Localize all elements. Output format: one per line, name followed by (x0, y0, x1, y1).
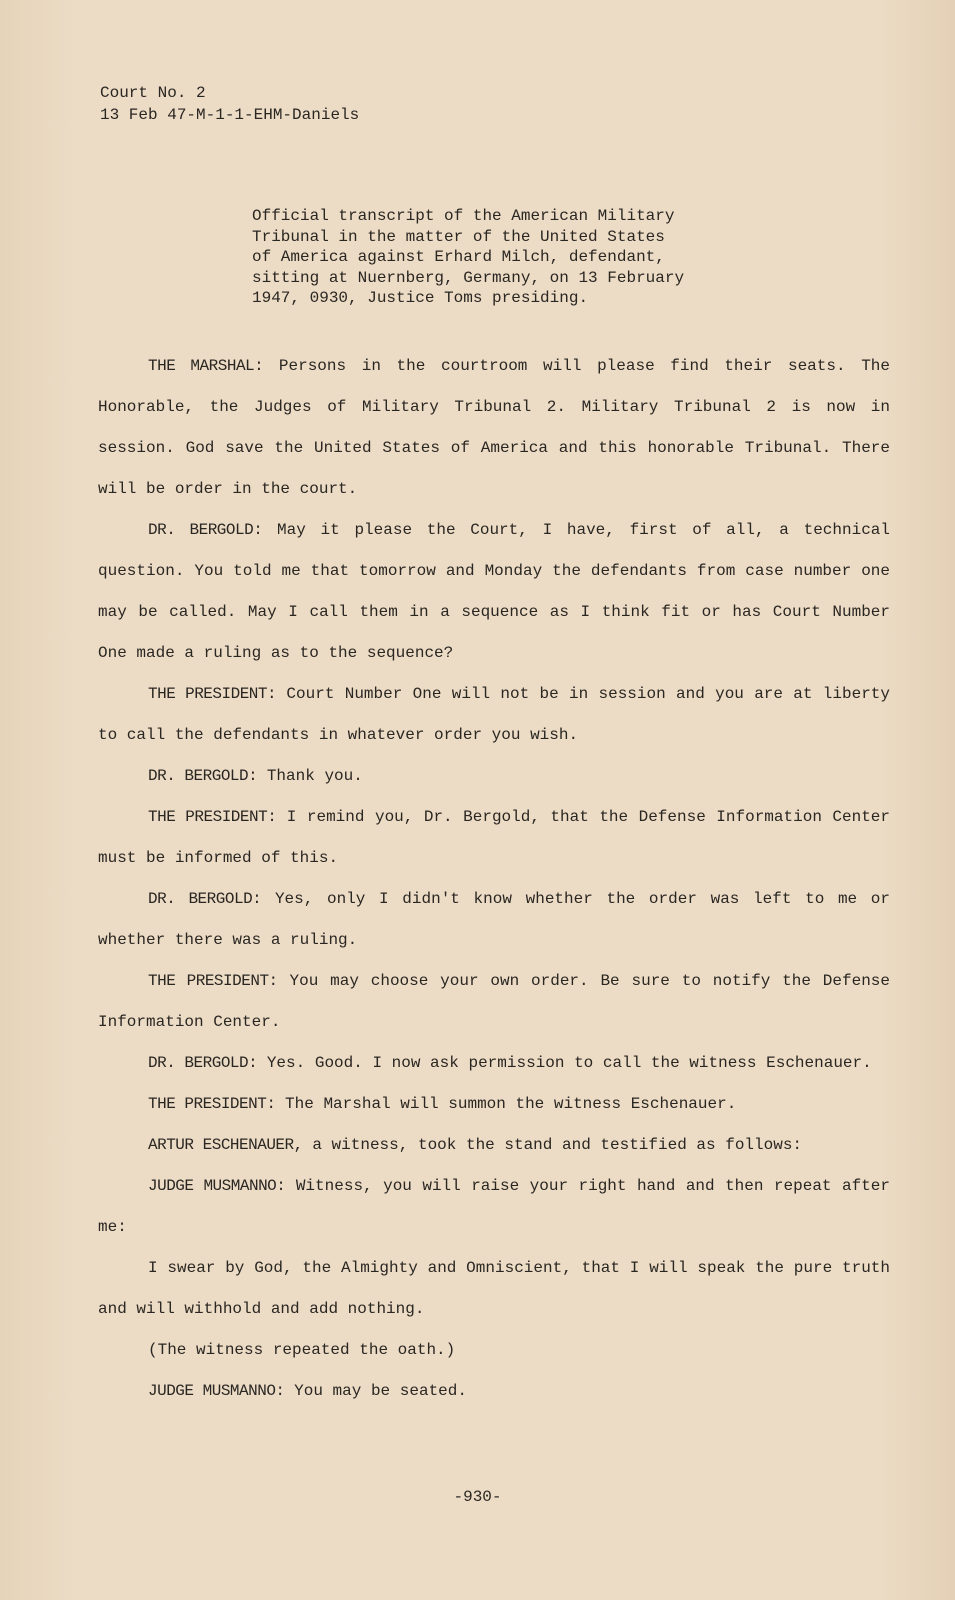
speaker-label: THE PRESIDENT: (148, 972, 278, 990)
transcript-paragraph (98, 1084, 890, 1125)
speaker-label: THE PRESIDENT: (148, 685, 277, 703)
transcript-paragraph (98, 961, 890, 1043)
paragraph-text: a witness, took the stand and testified as follows: (312, 1136, 803, 1154)
transcript-paragraph (98, 510, 890, 674)
transcript-paragraph (98, 346, 890, 510)
transcript-paragraph (98, 1330, 890, 1371)
intro-line: 1947, 0930, Justice Toms presiding. (252, 289, 589, 307)
court-number: Court No. 2 (100, 84, 206, 102)
intro-line: of America against Erhard Milch, defendant, (252, 248, 665, 266)
speaker-label: DR. BERGOLD: (148, 1054, 258, 1072)
paragraph-text: I remind you, Dr. Bergold, that the Defense Information Center must be informed of this. (98, 808, 891, 867)
transcript-paragraph (98, 1125, 890, 1166)
transcript-paragraph (98, 1371, 890, 1412)
speaker-label: DR. BERGOLD: (148, 890, 262, 908)
transcript-body (98, 346, 890, 1412)
intro-line: sitting at Nuernberg, Germany, on 13 February (252, 268, 685, 287)
paragraph-text: Court Number One will not be in session and you are at liberty to call the defendants in whatever order you wish. (98, 685, 891, 744)
paragraph-text: (The witness repeated the oath.) (148, 1341, 456, 1359)
paragraph-text: You may choose your own order. Be sure to notify the Defense Information Center. (98, 972, 891, 1031)
speaker-label: THE PRESIDENT: (148, 1095, 276, 1113)
speaker-label: JUDGE MUSMANNO: (148, 1382, 285, 1400)
paragraph-text: Witness, you will raise your right hand and then repeat after me: (98, 1177, 890, 1236)
paragraph-text: The Marshal will summon the witness Eschenauer. (285, 1095, 737, 1113)
transcript-paragraph (98, 797, 890, 879)
transcript-paragraph (98, 1248, 890, 1330)
transcript-paragraph (98, 1166, 890, 1248)
paragraph-text: You may be seated. (294, 1382, 467, 1400)
transcript-paragraph (98, 674, 890, 756)
intro-line: Tribunal in the matter of the United States (252, 227, 665, 246)
paragraph-text: Yes. Good. I now ask permission to call the witness Eschenauer. (266, 1054, 872, 1072)
page-number: -930- (453, 1488, 502, 1506)
speaker-label: ARTUR ESCHENAUER, (148, 1136, 303, 1154)
intro-line: Official transcript of the American Military (252, 207, 675, 225)
paragraph-text: Thank you. (266, 767, 363, 785)
page-header (100, 82, 359, 126)
speaker-label: THE PRESIDENT: (148, 808, 277, 826)
speaker-label: DR. BERGOLD: (148, 767, 258, 785)
transcript-paragraph (98, 1043, 890, 1084)
document-reference: 13 Feb 47-M-1-1-EHM-Daniels (100, 106, 360, 124)
paragraph-text: Yes, only I didn't know whether the order was left to me or whether there was a ruling. (98, 890, 891, 949)
transcript-paragraph (98, 879, 890, 961)
speaker-label: JUDGE MUSMANNO: (148, 1177, 286, 1195)
transcript-paragraph (98, 756, 890, 797)
speaker-label: DR. BERGOLD: (148, 521, 263, 539)
transcript-intro (252, 206, 732, 309)
paragraph-text: May it please the Court, I have, first of all, a technical question. You told me that tomorrow and Monday the defendants from case number one may be called. May I call them in a sequence as I think fit or has Court Number One made a ruling as to the sequence? (98, 521, 891, 662)
paragraph-text: I swear by God, the Almighty and Omniscient, that I will speak the pure truth and will withhold and add nothing. (98, 1259, 890, 1318)
speaker-label: THE MARSHAL: (148, 357, 264, 375)
paragraph-text: Persons in the courtroom will please find their seats. The Honorable, the Judges of Military Tribunal 2. Military Tribunal 2 is now in session. God save the United States of America and this honorable Tribunal. There will be order in the court. (98, 357, 891, 498)
